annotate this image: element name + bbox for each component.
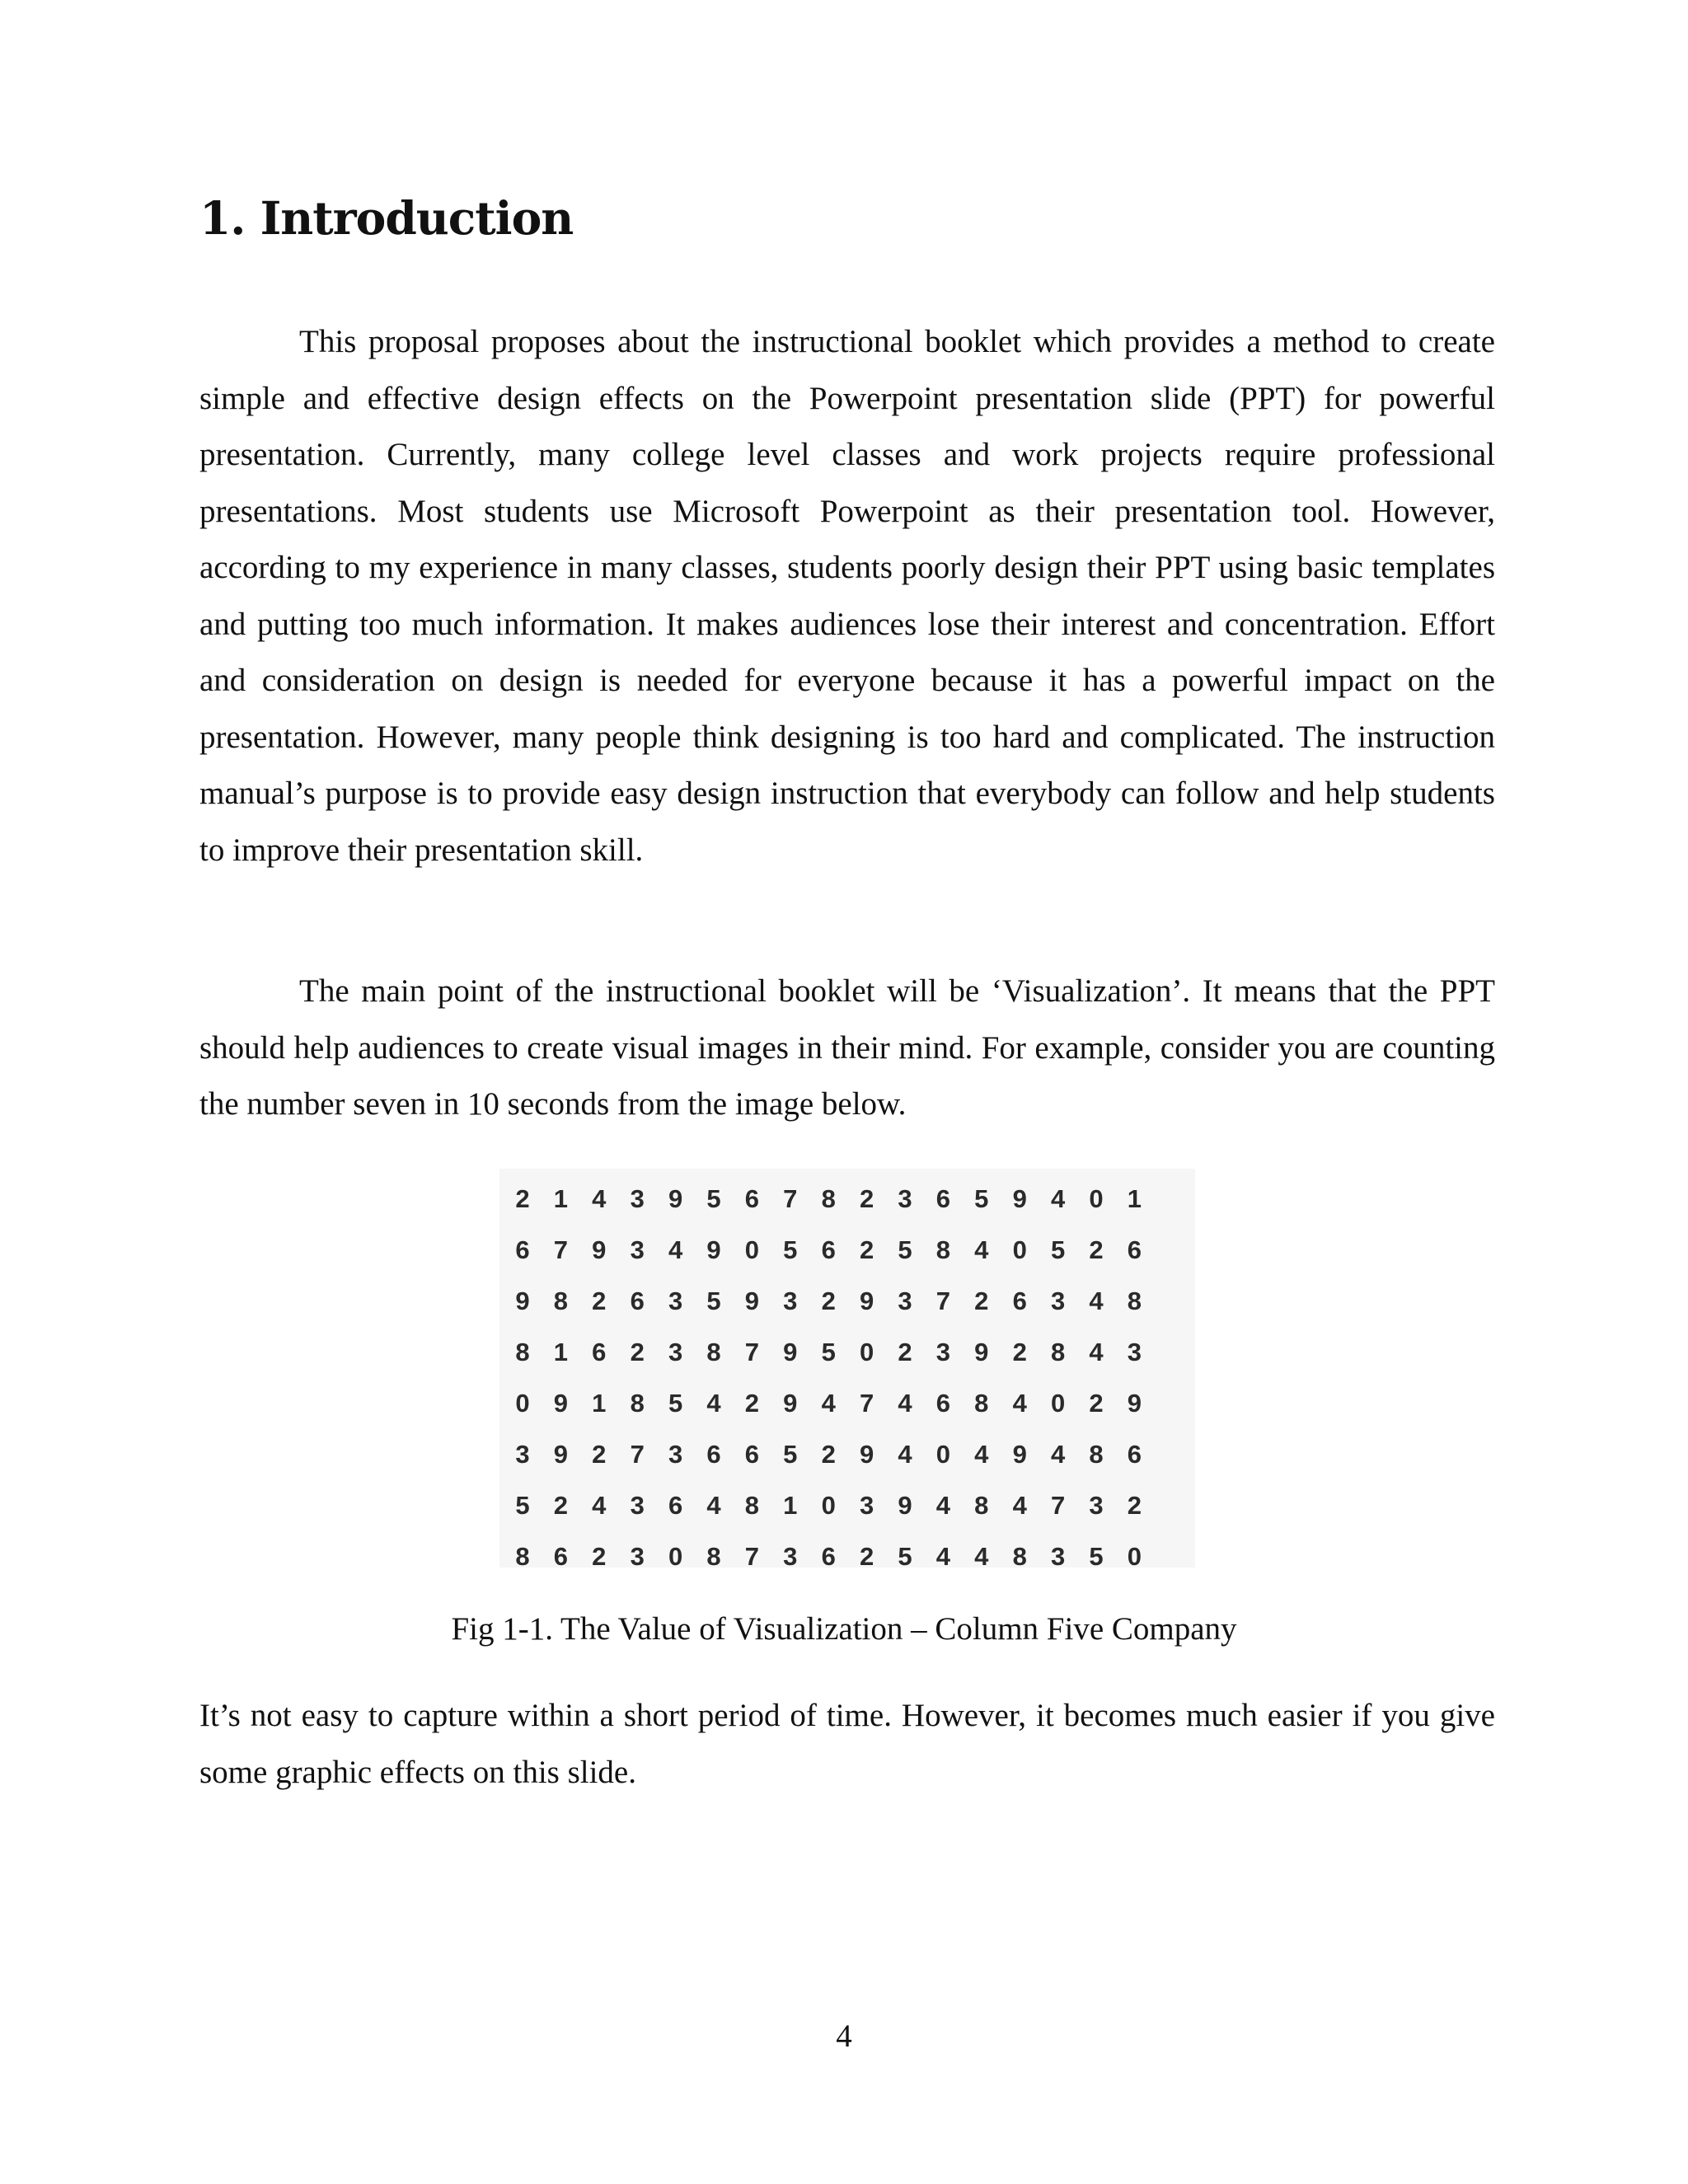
digit-cell: 4 [821, 1389, 836, 1418]
digit-cell: 8 [821, 1184, 836, 1213]
digit-cell: 9 [1012, 1184, 1027, 1213]
digit-cell: 5 [898, 1235, 912, 1264]
digit-cell: 8 [744, 1491, 760, 1520]
digit-cell: 3 [668, 1440, 683, 1469]
digit-cell: 6 [935, 1389, 951, 1418]
digit-row [499, 1327, 1195, 1378]
digit-row [499, 1378, 1195, 1429]
digit-cell: 0 [935, 1440, 951, 1469]
digit-cell: 5 [1089, 1542, 1104, 1571]
digit-cell: 1 [1127, 1184, 1142, 1213]
digit-cell: 9 [706, 1235, 721, 1264]
digit-cell: 4 [898, 1440, 912, 1469]
digit-cell: 4 [1050, 1440, 1066, 1469]
digit-cell: 5 [898, 1542, 912, 1571]
digit-cell: 9 [592, 1235, 607, 1264]
digit-cell: 6 [1127, 1235, 1142, 1264]
digit-cell: 1 [592, 1389, 607, 1418]
digit-cell: 8 [706, 1542, 721, 1571]
digit-cell: 3 [898, 1286, 912, 1315]
digit-cell: 8 [1089, 1440, 1104, 1469]
digit-cell: 9 [744, 1286, 760, 1315]
digit-cell: 0 [821, 1491, 836, 1520]
digit-cell: 9 [898, 1491, 912, 1520]
digit-cell: 5 [821, 1338, 836, 1366]
digit-cell: 7 [783, 1184, 798, 1213]
digit-cell: 3 [668, 1286, 683, 1315]
digit-cell: 4 [592, 1184, 607, 1213]
digit-cell: 4 [1012, 1389, 1027, 1418]
digit-cell: 5 [706, 1286, 721, 1315]
digit-cell: 2 [592, 1542, 607, 1571]
digit-cell: 7 [630, 1440, 645, 1469]
digit-cell: 8 [515, 1542, 530, 1571]
digit-row [499, 1531, 1195, 1582]
page-number: 4 [836, 2018, 852, 2054]
digit-cell: 9 [668, 1184, 683, 1213]
digit-cell: 6 [744, 1184, 760, 1213]
digit-cell: 3 [1127, 1338, 1142, 1366]
digit-cell: 5 [515, 1491, 530, 1520]
digit-cell: 0 [1127, 1542, 1142, 1571]
digit-cell: 9 [783, 1338, 798, 1366]
digit-cell: 4 [592, 1491, 607, 1520]
digit-cell: 5 [1050, 1235, 1066, 1264]
digit-cell: 7 [1050, 1491, 1066, 1520]
digit-cell: 1 [553, 1338, 569, 1366]
digit-cell: 9 [515, 1286, 530, 1315]
digit-cell: 7 [553, 1235, 569, 1264]
digit-cell: 2 [859, 1235, 874, 1264]
digit-cell: 4 [935, 1542, 951, 1571]
digit-cell: 9 [783, 1389, 798, 1418]
digit-cell: 2 [1089, 1235, 1104, 1264]
digit-cell: 0 [744, 1235, 760, 1264]
digit-cell: 0 [1050, 1389, 1066, 1418]
digit-cell: 0 [1012, 1235, 1027, 1264]
digit-cell: 6 [1127, 1440, 1142, 1469]
digit-cell: 5 [706, 1184, 721, 1213]
digit-cell: 7 [859, 1389, 874, 1418]
digit-cell: 7 [744, 1542, 760, 1571]
digit-cell: 9 [974, 1338, 989, 1366]
digit-cell: 4 [1089, 1286, 1104, 1315]
digit-cell: 4 [706, 1491, 721, 1520]
digit-cell: 2 [898, 1338, 912, 1366]
digit-cell: 2 [592, 1440, 607, 1469]
digit-cell: 3 [630, 1235, 645, 1264]
digit-cell: 4 [974, 1542, 989, 1571]
figure-caption: Fig 1-1. The Value of Visualization – Column Five Company [451, 1611, 1237, 1647]
digit-cell: 5 [783, 1235, 798, 1264]
digit-cell: 8 [515, 1338, 530, 1366]
digit-cell: 6 [668, 1491, 683, 1520]
digit-cell: 6 [592, 1338, 607, 1366]
digit-cell: 6 [821, 1542, 836, 1571]
digit-cell: 6 [821, 1235, 836, 1264]
digit-cell: 2 [553, 1491, 569, 1520]
digit-cell: 3 [630, 1542, 645, 1571]
digit-cell: 4 [668, 1235, 683, 1264]
digit-cell: 2 [630, 1338, 645, 1366]
digit-cell: 8 [974, 1491, 989, 1520]
digit-cell: 7 [935, 1286, 951, 1315]
digit-cell: 6 [706, 1440, 721, 1469]
digit-cell: 4 [1012, 1491, 1027, 1520]
digit-cell: 4 [1089, 1338, 1104, 1366]
digit-cell: 2 [974, 1286, 989, 1315]
visualization-paragraph: The main point of the instructional booklet will be ‘Visualization’. It means that the PPT should help audiences to create visual images in their mind. For example, consider you are counting the number seven in 10 seconds from the image below. [199, 973, 1495, 1122]
digit-row [499, 1480, 1195, 1531]
digit-cell: 3 [1089, 1491, 1104, 1520]
digit-row [499, 1174, 1195, 1225]
digit-cell: 3 [630, 1491, 645, 1520]
digit-cell: 5 [783, 1440, 798, 1469]
digit-cell: 3 [1050, 1542, 1066, 1571]
digit-cell: 8 [630, 1389, 645, 1418]
digit-cell: 6 [935, 1184, 951, 1213]
digit-cell: 4 [1050, 1184, 1066, 1213]
digit-cell: 4 [935, 1491, 951, 1520]
digit-cell: 6 [553, 1542, 569, 1571]
digit-cell: 3 [783, 1286, 798, 1315]
digit-cell: 4 [974, 1440, 989, 1469]
digit-row [499, 1225, 1195, 1276]
section-heading: 1. Introduction [199, 191, 574, 245]
digit-cell: 5 [974, 1184, 989, 1213]
digit-row [499, 1276, 1195, 1327]
digit-cell: 2 [1089, 1389, 1104, 1418]
digit-cell: 9 [1012, 1440, 1027, 1469]
digit-cell: 9 [553, 1440, 569, 1469]
digit-cell: 1 [553, 1184, 569, 1213]
digit-cell: 2 [1127, 1491, 1142, 1520]
digit-cell: 2 [859, 1184, 874, 1213]
digit-cell: 6 [744, 1440, 760, 1469]
digit-cell: 4 [974, 1235, 989, 1264]
digit-grid-figure [499, 1169, 1195, 1571]
digit-cell: 9 [859, 1440, 874, 1469]
digit-cell: 0 [859, 1338, 874, 1366]
digit-cell: 8 [1127, 1286, 1142, 1315]
digit-cell: 6 [515, 1235, 530, 1264]
closing-paragraph: It’s not easy to capture within a short period of time. However, it becomes much easier if you give some graphic effects on this slide. [199, 1698, 1495, 1790]
digit-cell: 3 [859, 1491, 874, 1520]
digit-cell: 4 [898, 1389, 912, 1418]
digit-cell: 4 [706, 1389, 721, 1418]
digit-cell: 3 [935, 1338, 951, 1366]
digit-cell: 8 [1012, 1542, 1027, 1571]
intro-paragraph: This proposal proposes about the instructional booklet which provides a method to create simple and effective design effects on the Powerpoint presentation slide (PPT) for powerful presentation. Currently, many college level classes and work projects require professional presentations. Most students use Microsoft Powerpoint as their presentation tool. However, according to my experience in many classes, students poorly design their PPT using basic templates and putting too much information. It makes audiences lose their interest and concentration. Effort and consideration on design is needed for everyone because it has a powerful impact on the presentation. However, many people think designing is too hard and complicated. The instruction manual’s purpose is to provide easy design instruction that everybody can follow and help students to improve their presentation skill. [199, 324, 1495, 868]
digit-cell: 2 [821, 1286, 836, 1315]
digit-cell: 0 [668, 1542, 683, 1571]
digit-cell: 2 [1012, 1338, 1027, 1366]
digit-cell: 2 [859, 1542, 874, 1571]
digit-cell: 3 [515, 1440, 530, 1469]
digit-cell: 2 [515, 1184, 530, 1213]
digit-cell: 1 [783, 1491, 798, 1520]
digit-cell: 9 [859, 1286, 874, 1315]
digit-cell: 0 [515, 1389, 530, 1418]
digit-cell: 5 [668, 1389, 683, 1418]
digit-cell: 3 [783, 1542, 798, 1571]
digit-cell: 2 [821, 1440, 836, 1469]
digit-cell: 6 [630, 1286, 645, 1315]
digit-cell: 8 [974, 1389, 989, 1418]
digit-cell: 0 [1089, 1184, 1104, 1213]
digit-cell: 2 [744, 1389, 760, 1418]
digit-cell: 9 [1127, 1389, 1142, 1418]
digit-cell: 8 [553, 1286, 569, 1315]
digit-cell: 3 [668, 1338, 683, 1366]
digit-cell: 2 [592, 1286, 607, 1315]
digit-cell: 8 [1050, 1338, 1066, 1366]
digit-cell: 9 [553, 1389, 569, 1418]
digit-cell: 8 [935, 1235, 951, 1264]
digit-cell: 3 [898, 1184, 912, 1213]
digit-cell: 3 [630, 1184, 645, 1213]
digit-cell: 7 [744, 1338, 760, 1366]
digit-row [499, 1429, 1195, 1480]
digit-cell: 6 [1012, 1286, 1027, 1315]
digit-cell: 8 [706, 1338, 721, 1366]
digit-cell: 3 [1050, 1286, 1066, 1315]
